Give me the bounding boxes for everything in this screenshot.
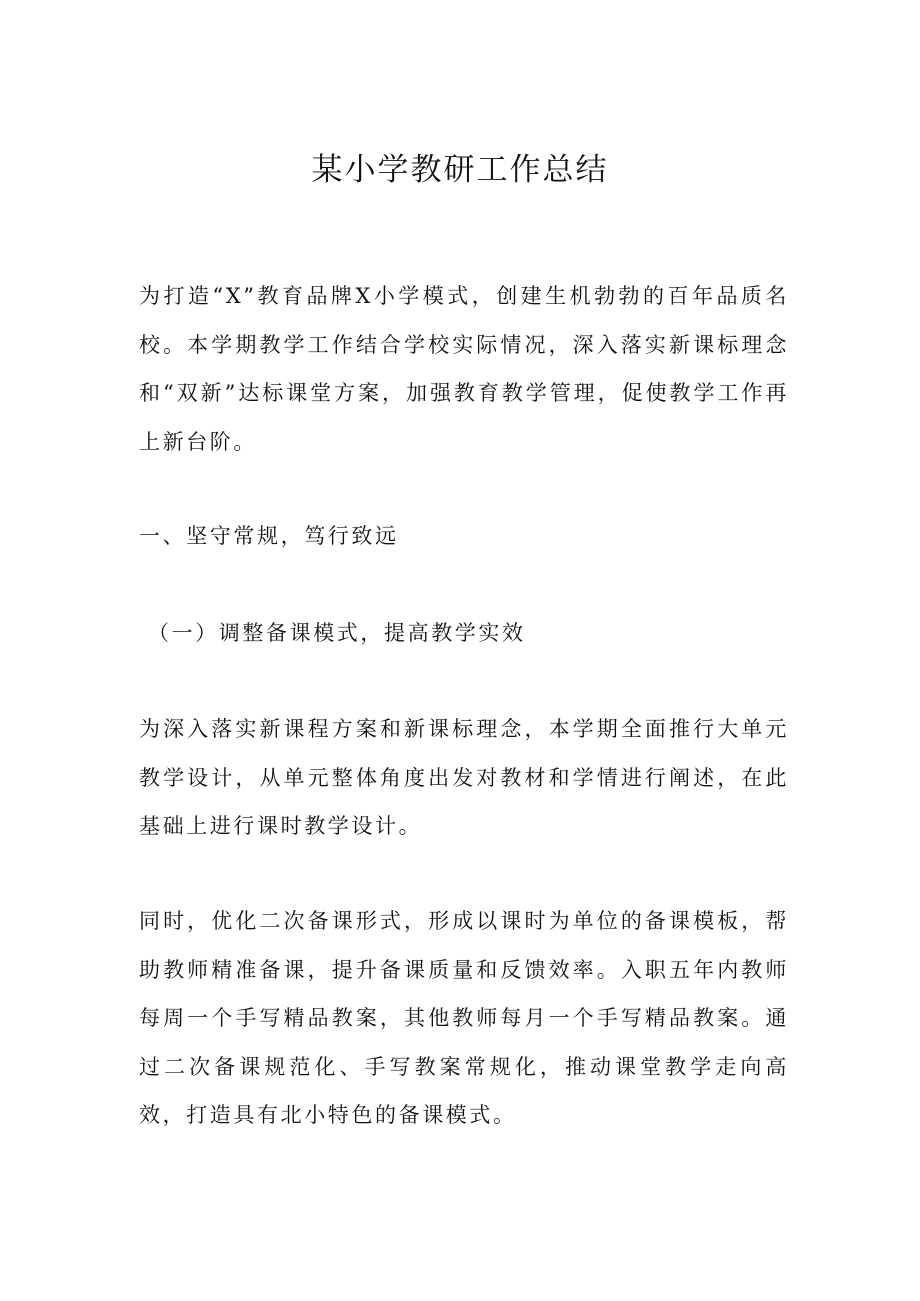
- document-title: 某小学教研工作总结: [311, 152, 609, 188]
- intro-paragraph: 为打造“X”教育品牌X小学模式，创建生机勃勃的百年品质名校。本学期教学工作结合学校实际情况，深入落实新课标理念和“双新”达标课堂方案，加强教育教学管理，促使教学工作再上新台阶。: [139, 284, 789, 454]
- subsection-heading: （一）调整备课模式，提高教学实效: [148, 621, 526, 645]
- section-heading: 一、坚守常规，笃行致远: [139, 524, 399, 548]
- body-paragraph-1: 为深入落实新课程方案和新课标理念，本学期全面推行大单元教学设计，从单元整体角度出发对教材和学情进行阐述，在此基础上进行课时教学设计。: [139, 717, 789, 838]
- body-paragraph-2: 同时，优化二次备课形式，形成以课时为单位的备课模板，帮助教师精准备课，提升备课质量和反馈效率。入职五年内教师每周一个手写精品教案，其他教师每月一个手写精品教案。通过二次备课规范化、手写教案常规化，推动课堂教学走向高效，打造具有北小特色的备课模式。: [139, 909, 789, 1127]
